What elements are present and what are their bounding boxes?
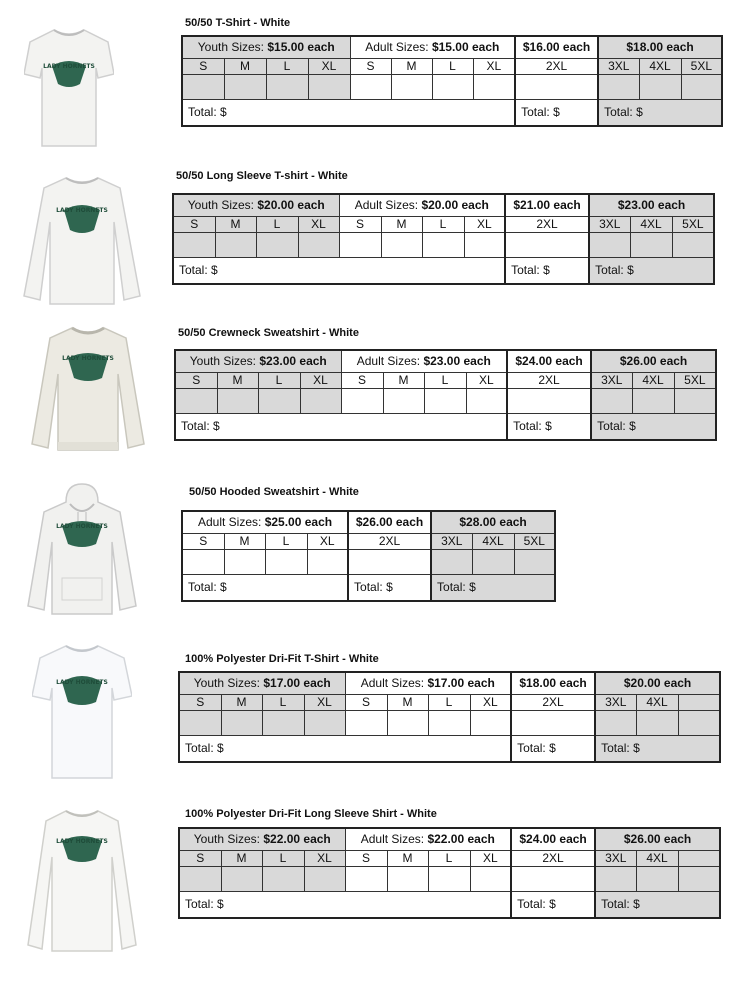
total-field[interactable]: Total: $: [431, 574, 555, 601]
big-price-header: $26.00 each: [595, 828, 720, 850]
order-table-long-sleeve: [172, 193, 715, 285]
product-title: 50/50 Crewneck Sweatshirt - White: [178, 327, 359, 339]
quantity-cell[interactable]: [308, 74, 350, 99]
size-label: XL: [470, 850, 511, 866]
quantity-cell[interactable]: [307, 549, 348, 574]
quantity-cell[interactable]: [387, 866, 428, 891]
quantity-cell[interactable]: [466, 388, 507, 413]
quantity-cell[interactable]: [674, 388, 716, 413]
product-title: 50/50 Long Sleeve T-shirt - White: [176, 170, 348, 182]
size-label: L: [266, 58, 308, 74]
quantity-cell[interactable]: [639, 74, 681, 99]
total-field[interactable]: Total: $: [591, 413, 716, 440]
size-label: L: [262, 694, 304, 710]
size-label: 5XL: [672, 216, 714, 232]
quantity-cell[interactable]: [304, 710, 345, 735]
quantity-cell[interactable]: [422, 232, 464, 257]
quantity-cell[interactable]: [472, 549, 514, 574]
quantity-cell[interactable]: [345, 866, 387, 891]
youth-price-header: Youth Sizes: $22.00 each: [179, 828, 345, 850]
size-label: S: [339, 216, 381, 232]
total-field[interactable]: Total: $: [179, 735, 511, 762]
quantity-cell[interactable]: [428, 866, 470, 891]
big-price-header: $28.00 each: [431, 511, 555, 533]
quantity-cell[interactable]: [514, 549, 555, 574]
svg-text:LADY HORNETS: LADY HORNETS: [56, 679, 108, 686]
size-label: S: [345, 850, 387, 866]
total-field[interactable]: Total: $: [505, 257, 589, 284]
xxl-price-header: $18.00 each: [511, 672, 595, 694]
size-label: L: [424, 372, 466, 388]
total-field[interactable]: Total: $: [182, 574, 348, 601]
total-field[interactable]: Total: $: [173, 257, 505, 284]
quantity-cell[interactable]: [464, 232, 505, 257]
quantity-cell[interactable]: [256, 232, 298, 257]
quantity-cell[interactable]: [350, 74, 391, 99]
quantity-cell[interactable]: [300, 388, 341, 413]
size-label: M: [224, 58, 266, 74]
size-label: 2XL: [511, 850, 595, 866]
xxl-price-header: $24.00 each: [511, 828, 595, 850]
youth-price-header: Youth Sizes: $20.00 each: [173, 194, 339, 216]
adult-price-header: Adult Sizes: $25.00 each: [182, 511, 348, 533]
product-title: 100% Polyester Dri-Fit T-Shirt - White: [185, 653, 379, 665]
size-label: L: [262, 850, 304, 866]
tshirt-icon: [24, 22, 114, 150]
size-label: M: [224, 533, 265, 549]
svg-text:LADY HORNETS: LADY HORNETS: [62, 355, 114, 362]
drifit-long-sleeve-icon: [26, 805, 138, 955]
youth-price-header: Youth Sizes: $23.00 each: [175, 350, 341, 372]
svg-text:LADY HORNETS: LADY HORNETS: [43, 63, 95, 70]
big-price-header: $20.00 each: [595, 672, 720, 694]
size-label: 2XL: [348, 533, 431, 549]
quantity-cell[interactable]: [678, 710, 720, 735]
youth-price-header: Youth Sizes: $15.00 each: [182, 36, 350, 58]
quantity-cell[interactable]: [636, 710, 678, 735]
size-label: 4XL: [639, 58, 681, 74]
total-field[interactable]: Total: $: [595, 735, 720, 762]
quantity-cell[interactable]: [383, 388, 424, 413]
size-label: [678, 850, 720, 866]
size-label: S: [175, 372, 217, 388]
quantity-cell[interactable]: [381, 232, 422, 257]
quantity-cell[interactable]: [266, 74, 308, 99]
size-label: S: [350, 58, 391, 74]
size-label: S: [345, 694, 387, 710]
quantity-cell[interactable]: [262, 866, 304, 891]
size-label: M: [387, 694, 428, 710]
size-label: 5XL: [674, 372, 716, 388]
quantity-cell[interactable]: [431, 549, 472, 574]
order-table-drifit-tshirt: [178, 671, 721, 763]
drifit-tshirt-icon: [32, 640, 132, 782]
size-label: XL: [470, 694, 511, 710]
quantity-cell[interactable]: [179, 710, 221, 735]
quantity-cell[interactable]: [432, 74, 473, 99]
total-field[interactable]: Total: $: [175, 413, 507, 440]
size-label: 3XL: [598, 58, 639, 74]
quantity-cell[interactable]: [424, 388, 466, 413]
size-label: M: [221, 694, 262, 710]
size-label: 3XL: [595, 694, 636, 710]
big-price-header: $18.00 each: [598, 36, 722, 58]
quantity-cell[interactable]: [678, 866, 720, 891]
quantity-cell[interactable]: [182, 549, 224, 574]
size-label: M: [221, 850, 262, 866]
quantity-cell[interactable]: [341, 388, 383, 413]
size-label: S: [341, 372, 383, 388]
quantity-cell[interactable]: [215, 232, 256, 257]
total-field[interactable]: Total: $: [507, 413, 591, 440]
total-field[interactable]: Total: $: [179, 891, 511, 918]
size-label: 4XL: [636, 694, 678, 710]
quantity-cell[interactable]: [265, 549, 307, 574]
quantity-cell[interactable]: [391, 74, 432, 99]
quantity-cell[interactable]: [595, 866, 636, 891]
quantity-cell[interactable]: [348, 549, 431, 574]
quantity-cell[interactable]: [598, 74, 639, 99]
size-label: 5XL: [514, 533, 555, 549]
size-label: XL: [308, 58, 350, 74]
product-title: 50/50 Hooded Sweatshirt - White: [189, 486, 359, 498]
quantity-cell[interactable]: [507, 388, 591, 413]
adult-price-header: Adult Sizes: $23.00 each: [341, 350, 507, 372]
quantity-cell[interactable]: [221, 710, 262, 735]
quantity-cell[interactable]: [262, 710, 304, 735]
quantity-cell[interactable]: [217, 388, 258, 413]
quantity-cell[interactable]: [224, 74, 266, 99]
size-label: M: [387, 850, 428, 866]
size-label: L: [422, 216, 464, 232]
xxl-price-header: $24.00 each: [507, 350, 591, 372]
quantity-cell[interactable]: [298, 232, 339, 257]
xxl-price-header: $26.00 each: [348, 511, 431, 533]
size-label: 2XL: [511, 694, 595, 710]
size-label: 4XL: [630, 216, 672, 232]
quantity-cell[interactable]: [589, 232, 630, 257]
size-label: 3XL: [591, 372, 632, 388]
big-price-header: $26.00 each: [591, 350, 716, 372]
size-label: L: [258, 372, 300, 388]
total-field[interactable]: Total: $: [348, 574, 431, 601]
order-table-drifit-long-sleeve: [178, 827, 721, 919]
quantity-cell[interactable]: [175, 388, 217, 413]
quantity-cell[interactable]: [304, 866, 345, 891]
size-label: 4XL: [472, 533, 514, 549]
svg-text:LADY HORNETS: LADY HORNETS: [56, 523, 108, 530]
quantity-cell[interactable]: [182, 74, 224, 99]
quantity-cell[interactable]: [511, 866, 595, 891]
big-price-header: $23.00 each: [589, 194, 714, 216]
size-label: XL: [464, 216, 505, 232]
size-label: L: [428, 850, 470, 866]
svg-text:LADY HORNETS: LADY HORNETS: [56, 207, 108, 214]
size-label: 2XL: [515, 58, 598, 74]
quantity-cell[interactable]: [173, 232, 215, 257]
quantity-cell[interactable]: [470, 710, 511, 735]
size-label: M: [215, 216, 256, 232]
size-label: M: [391, 58, 432, 74]
size-label: S: [182, 533, 224, 549]
adult-price-header: Adult Sizes: $15.00 each: [350, 36, 515, 58]
quantity-cell[interactable]: [258, 388, 300, 413]
size-label: XL: [473, 58, 515, 74]
size-label: 5XL: [681, 58, 722, 74]
size-label: XL: [300, 372, 341, 388]
product-title: 50/50 T-Shirt - White: [185, 17, 291, 29]
size-label: L: [432, 58, 473, 74]
total-field[interactable]: Total: $: [595, 891, 720, 918]
quantity-cell[interactable]: [221, 866, 262, 891]
quantity-cell[interactable]: [470, 866, 511, 891]
size-label: M: [381, 216, 422, 232]
total-field[interactable]: Total: $: [511, 891, 595, 918]
size-label: 3XL: [431, 533, 472, 549]
order-table-tshirt: [181, 35, 723, 127]
quantity-cell[interactable]: [179, 866, 221, 891]
total-field[interactable]: Total: $: [598, 99, 722, 126]
order-table-crewneck: [174, 349, 717, 441]
size-label: 4XL: [632, 372, 674, 388]
quantity-cell[interactable]: [387, 710, 428, 735]
quantity-cell[interactable]: [473, 74, 515, 99]
total-field[interactable]: Total: $: [515, 99, 598, 126]
adult-price-header: Adult Sizes: $17.00 each: [345, 672, 511, 694]
hoodie-icon: [26, 482, 138, 618]
total-field[interactable]: Total: $: [511, 735, 595, 762]
long-sleeve-icon: [20, 172, 144, 308]
quantity-cell[interactable]: [595, 710, 636, 735]
xxl-price-header: $16.00 each: [515, 36, 598, 58]
quantity-cell[interactable]: [345, 710, 387, 735]
quantity-cell[interactable]: [591, 388, 632, 413]
quantity-cell[interactable]: [339, 232, 381, 257]
size-label: XL: [304, 694, 345, 710]
quantity-cell[interactable]: [515, 74, 598, 99]
product-title: 100% Polyester Dri-Fit Long Sleeve Shirt - White: [185, 808, 437, 820]
total-field[interactable]: Total: $: [182, 99, 515, 126]
size-label: S: [182, 58, 224, 74]
size-label: 2XL: [505, 216, 589, 232]
quantity-cell[interactable]: [428, 710, 470, 735]
size-label: 3XL: [589, 216, 630, 232]
size-label: S: [173, 216, 215, 232]
quantity-cell[interactable]: [681, 74, 722, 99]
size-label: S: [179, 850, 221, 866]
size-label: 3XL: [595, 850, 636, 866]
size-label: L: [428, 694, 470, 710]
crewneck-icon: [30, 322, 146, 456]
size-label: XL: [298, 216, 339, 232]
size-label: XL: [466, 372, 507, 388]
quantity-cell[interactable]: [224, 549, 265, 574]
size-label: XL: [307, 533, 348, 549]
size-label: 4XL: [636, 850, 678, 866]
size-label: L: [265, 533, 307, 549]
size-label: L: [256, 216, 298, 232]
adult-price-header: Adult Sizes: $20.00 each: [339, 194, 505, 216]
quantity-cell[interactable]: [632, 388, 674, 413]
size-label: S: [179, 694, 221, 710]
quantity-cell[interactable]: [505, 232, 589, 257]
quantity-cell[interactable]: [511, 710, 595, 735]
size-label: XL: [304, 850, 345, 866]
youth-price-header: Youth Sizes: $17.00 each: [179, 672, 345, 694]
total-field[interactable]: Total: $: [589, 257, 714, 284]
adult-price-header: Adult Sizes: $22.00 each: [345, 828, 511, 850]
quantity-cell[interactable]: [630, 232, 672, 257]
size-label: M: [217, 372, 258, 388]
size-label: 2XL: [507, 372, 591, 388]
quantity-cell[interactable]: [636, 866, 678, 891]
xxl-price-header: $21.00 each: [505, 194, 589, 216]
order-table-hoodie: [181, 510, 556, 602]
size-label: M: [383, 372, 424, 388]
size-label: [678, 694, 720, 710]
svg-text:LADY HORNETS: LADY HORNETS: [56, 838, 108, 845]
quantity-cell[interactable]: [672, 232, 714, 257]
